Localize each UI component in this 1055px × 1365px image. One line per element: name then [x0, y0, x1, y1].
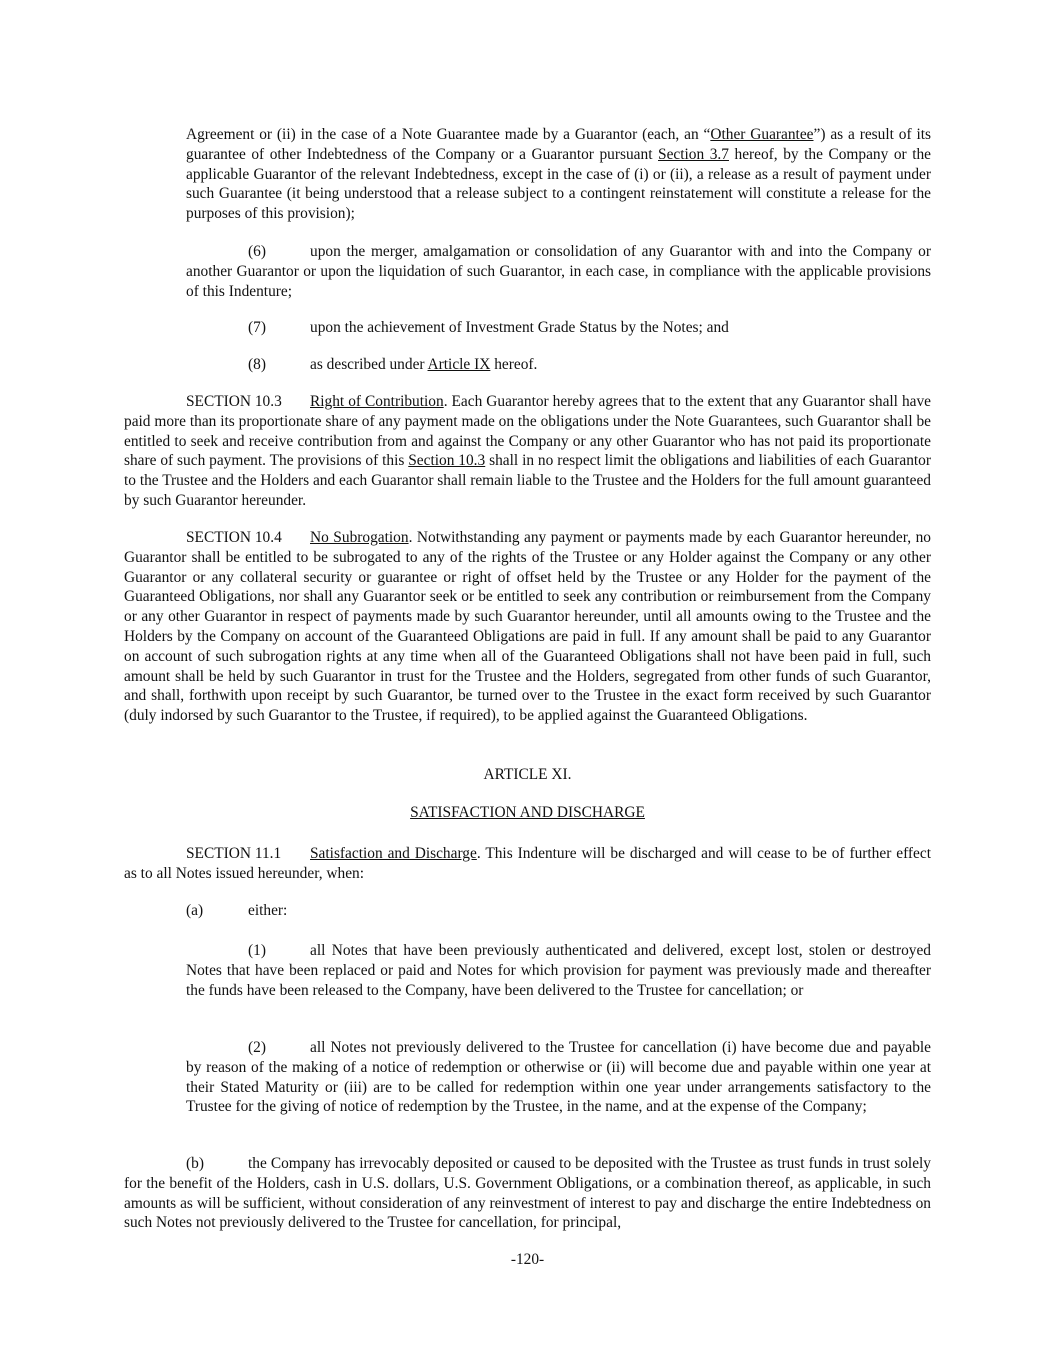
- item-number: (a): [186, 902, 204, 919]
- list-item-8: [248, 355, 931, 375]
- item-text: upon the merger, amalgamation or consolidation of any Guarantor with and into the Company or another Guarantor or upon the liquidation of such Guarantor, in each case, in compliance with the applicable provisions of this Indenture;: [186, 243, 931, 300]
- article-ix-reference: Article IX: [427, 356, 491, 373]
- section-heading: Right of Contribution: [310, 393, 444, 410]
- continuation-paragraph: [186, 125, 931, 224]
- section-10-3: [124, 392, 931, 511]
- section-text: shall in no respect limit the obligations and liabilities of each Guarantor to the Trustee and the Holders and each Guarantor shall remain liable to the Trustee and the Holders for the full amount guaranteed by such Guarantor hereunder.: [124, 452, 932, 509]
- list-item-7: [248, 318, 931, 338]
- page-number-text: -120-: [510, 1251, 545, 1268]
- item-number: (2): [248, 1039, 266, 1056]
- item-number: (7): [248, 319, 266, 336]
- item-text: the Company has irrevocably deposited or caused to be deposited with the Trustee as trust funds in trust solely for the benefit of the Holders, cash in U.S. dollars, U.S. Government Obligations, or a combination thereof, as applicable, in such amounts as will be sufficient, without consideration of any reinvestment of interest to pay and discharge the entire Indebtedness on such Notes not previously delivered to the Trustee for cancellation, for principal,: [124, 1155, 931, 1232]
- item-text: as described under: [310, 356, 428, 373]
- article-title-text: SATISFACTION AND DISCHARGE: [410, 804, 645, 821]
- section-label: SECTION 10.4: [186, 529, 282, 546]
- para-text: ”) as a result of its guarantee of other Indebtedness of the Company or a Guarantor pursuant: [186, 126, 931, 163]
- section-3-7-reference: Section 3.7: [658, 145, 729, 163]
- list-item-a-1: [186, 941, 931, 1000]
- para-text: Agreement or (ii) in the case of a Note Guarantee made by a Guarantor (each, an “: [186, 126, 711, 143]
- section-text: . Each Guarantor hereby agrees that to the extent that any Guarantor shall have paid more than its proportionate share of any payment made on the obligations under the Note Guarantees, such Guarantor shall be entitled to seek and receive contribution from and against the Company or any other Guarantor who has not paid its proportionate share of such payment. The provisions of this: [124, 393, 932, 470]
- page-number: [124, 1250, 931, 1270]
- list-item-6: [186, 242, 931, 301]
- article-title: [124, 803, 931, 823]
- other-guarantee-term: Other Guarantee: [710, 126, 814, 143]
- list-item-a: [186, 901, 931, 921]
- item-number: (6): [248, 243, 266, 260]
- section-10-4: [124, 528, 931, 726]
- section-text: . Notwithstanding any payment or payments made by each Guarantor hereunder, no Guarantor shall be entitled to be subrogated to any of the rights of the Trustee or any Holder against the Company or any other Guarantor or any collateral security or guarantee or right of offset held by the Trustee or any Holder for the payment of the Guaranteed Obligations, nor shall any Guarantor seek or be entitled to seek any contribution or reimbursement from the Company or any other Guarantor in respect of payments made by such Guarantor hereunder, until all amounts owing to the Trustee and the Holders by the Company on account of the Guaranteed Obligations are paid in full. If any amount shall be paid to any Guarantor on account of such subrogation rights at any time when all of the Guaranteed Obligations shall not have been paid in full, such amount shall be held by such Guarantor in trust for the Trustee and the Holders, segregated from other funds of such Guarantor, and shall, forthwith upon receipt by such Guarantor, be turned over to the Trustee in the exact form received by such Guarantor (duly indorsed by such Guarantor to the Trustee, if required), to be applied against the Guaranteed Obligations.: [124, 529, 931, 725]
- section-11-1: [124, 844, 931, 884]
- section-label: SECTION 11.1: [186, 845, 282, 862]
- item-text: hereof.: [490, 356, 538, 373]
- section-label: SECTION 10.3: [186, 393, 282, 410]
- section-10-3-reference: Section 10.3: [408, 452, 486, 470]
- item-text: upon the achievement of Investment Grade Status by the Notes; and: [310, 319, 729, 336]
- article-number: [124, 765, 931, 785]
- item-text: either:: [248, 902, 288, 919]
- section-heading: No Subrogation: [310, 529, 409, 546]
- item-text: all Notes not previously delivered to the Trustee for cancellation (i) have become due and payable by reason of the making of a notice of redemption or otherwise or (ii) will become due and payable within one year at their Stated Maturity or (iii) are to be called for redemption within one year under arrangements satisfactory to the Trustee for the giving of notice of redemption by the Trustee, in the name, and at the expense of the Company;: [186, 1039, 931, 1116]
- item-number: (1): [248, 942, 266, 959]
- section-heading: Satisfaction and Discharge: [310, 845, 477, 862]
- list-item-a-2: [186, 1038, 931, 1117]
- item-number: (8): [248, 356, 266, 373]
- section-text: . This Indenture will be discharged and will cease to be of further effect as to all Notes issued hereunder, when:: [124, 845, 931, 882]
- para-text: hereof, by the Company or the applicable Guarantor of the relevant Indebtedness, except in the case of (i) or (ii), a release as a result of payment under such Guarantee (it being understood that a release subject to a contingent reinstatement will constitute a release for the purposes of this provision);: [186, 145, 931, 223]
- item-text: all Notes that have been previously authenticated and delivered, except lost, stolen or destroyed Notes that have been replaced or paid and Notes for which provision for payment was previously made and thereafter the funds have been released to the Company, have been delivered to the Trustee for cancellation; or: [186, 942, 931, 999]
- list-item-b: [124, 1154, 931, 1233]
- article-number-text: ARTICLE XI.: [483, 766, 572, 783]
- item-number: (b): [186, 1155, 204, 1172]
